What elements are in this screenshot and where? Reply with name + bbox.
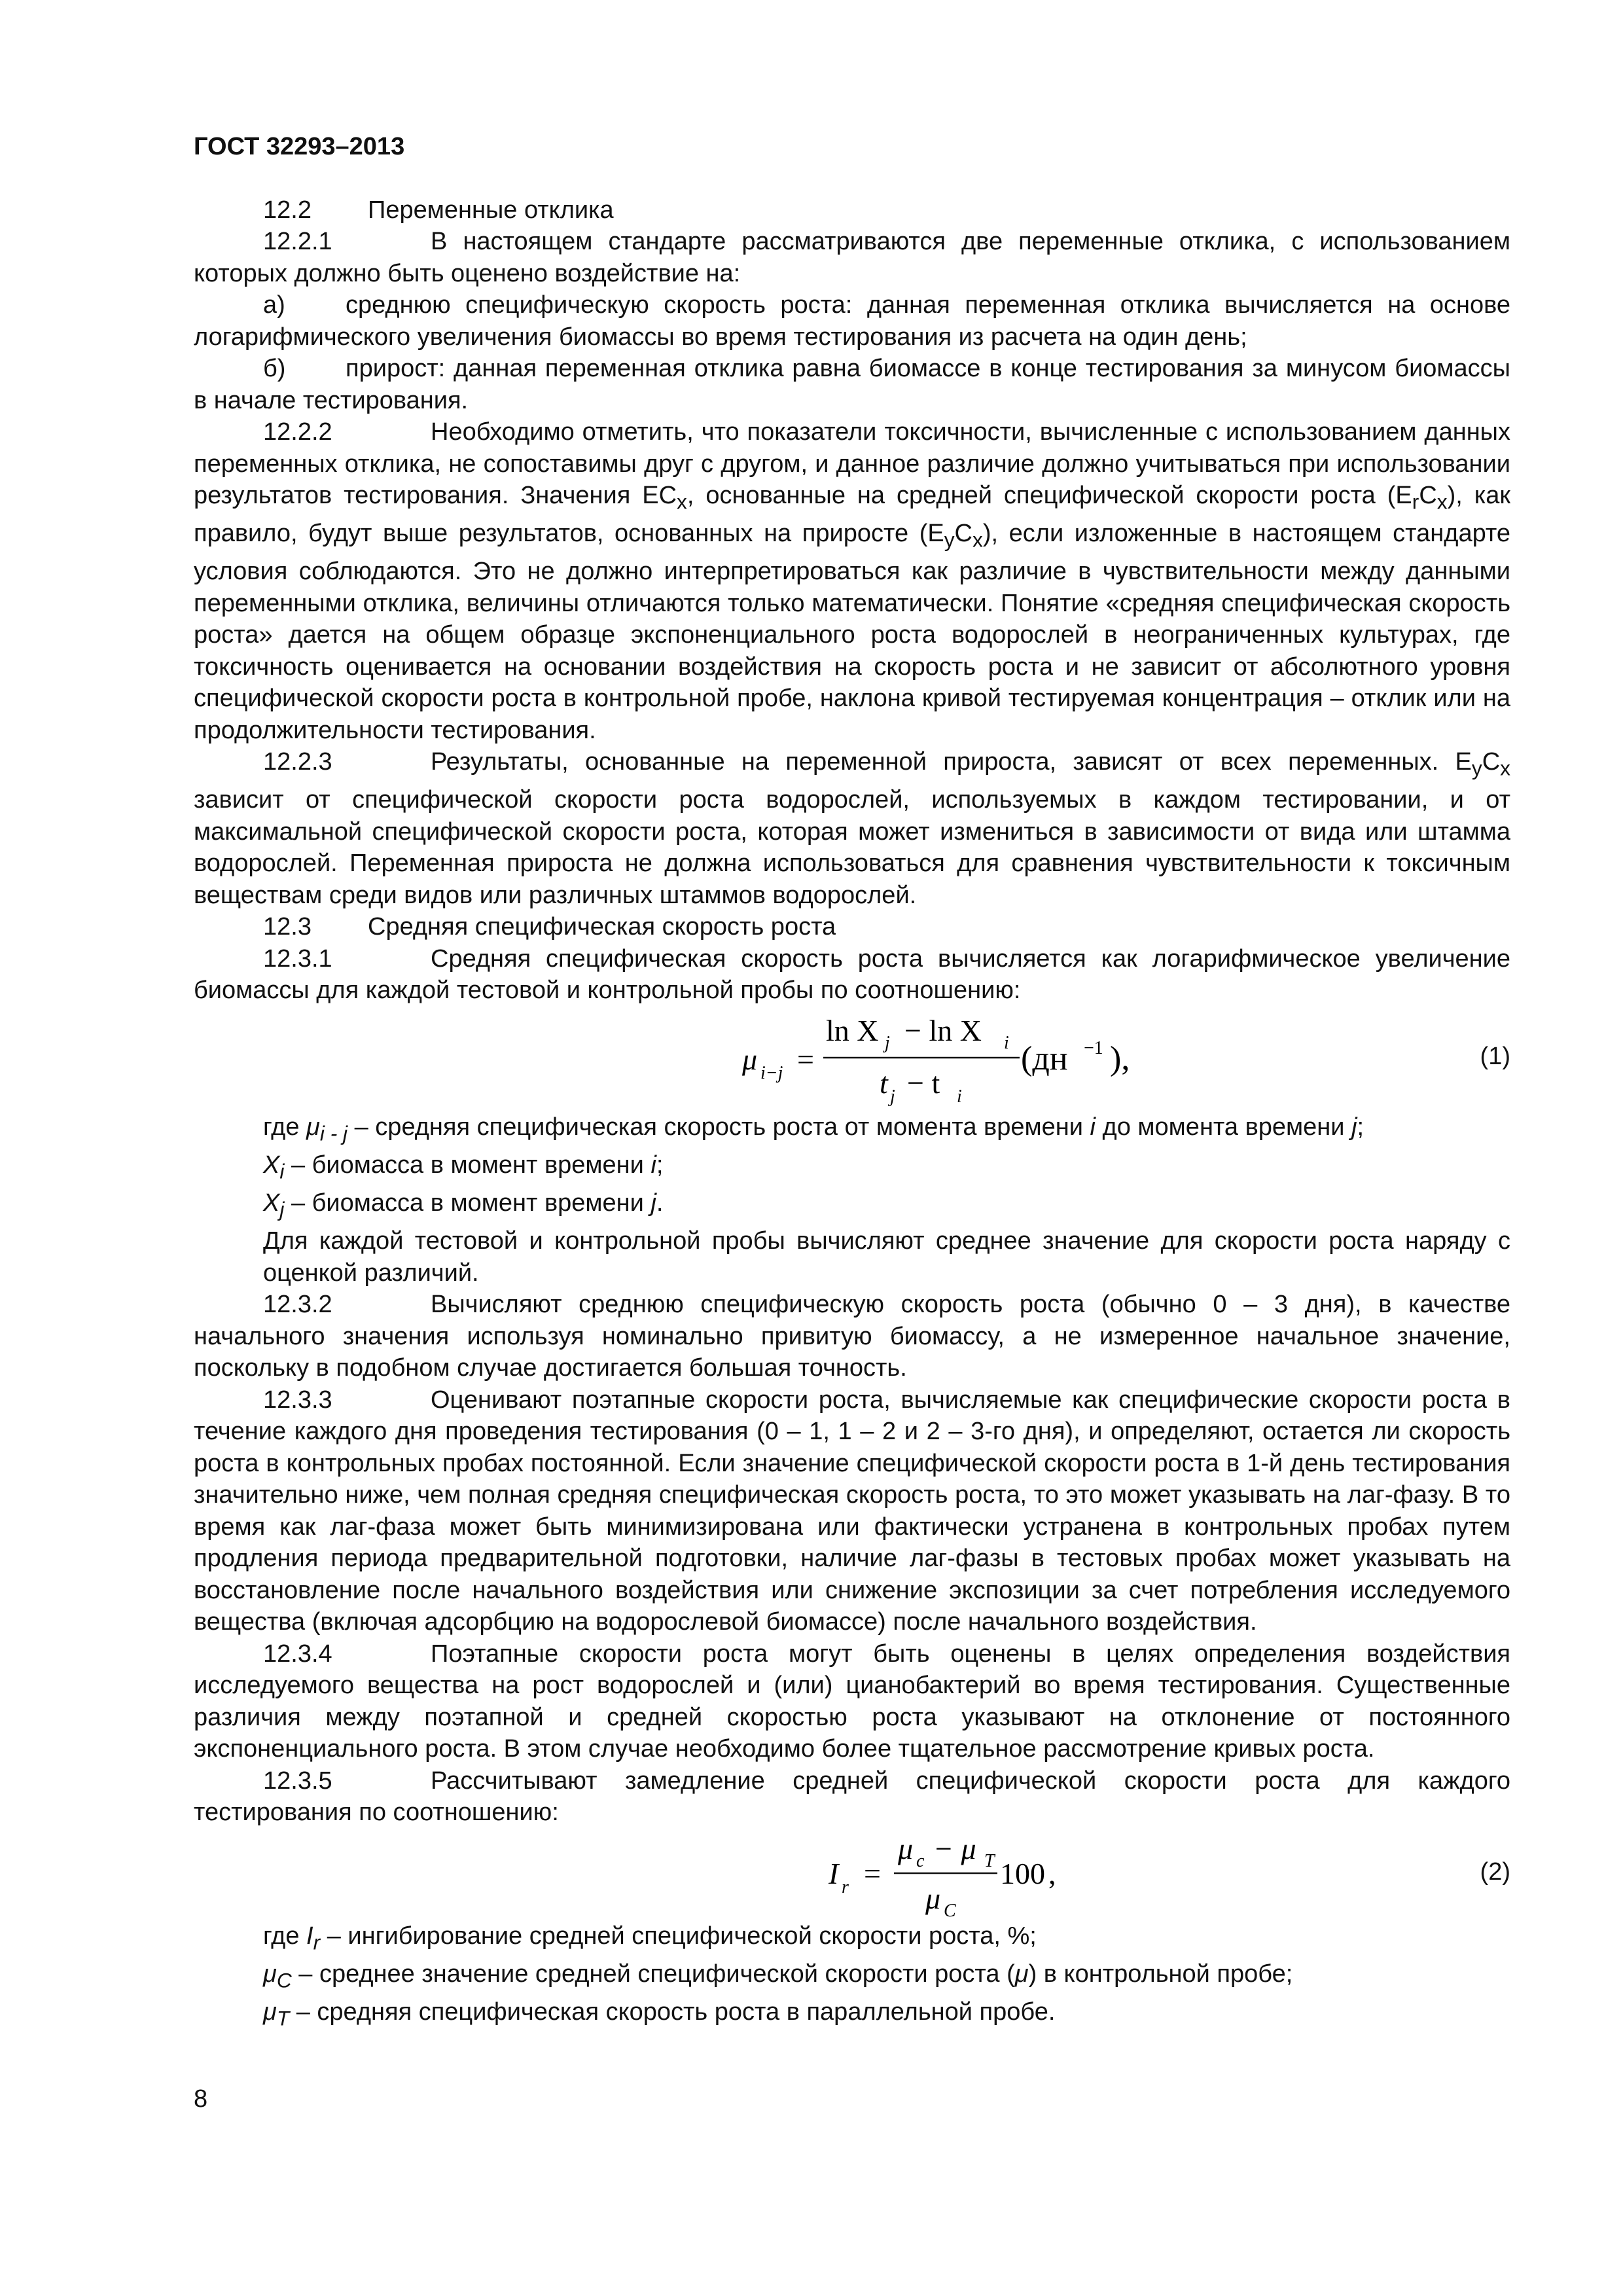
section-number: 12.3.3 bbox=[263, 1386, 332, 1414]
text-run: ) в контрольной пробе; bbox=[1028, 1960, 1293, 1988]
subscript: T bbox=[276, 2006, 290, 2030]
paragraph-12-3-4 bbox=[194, 1638, 1510, 1765]
text-run: где bbox=[263, 1922, 307, 1950]
where-mut bbox=[194, 1996, 1510, 2034]
section-number: 12.2.1 bbox=[263, 228, 332, 255]
text-run: – среднее значение средней специфической скорости роста ( bbox=[291, 1960, 1015, 1988]
formula-num-ln2: − ln X bbox=[904, 1013, 982, 1047]
list-item-text: среднюю специфическую скорость роста: данная переменная отклика вычисляется на основе логарифмического увеличения биомассы во время тестирования из расчета на один день; bbox=[194, 291, 1510, 351]
page-number: 8 bbox=[194, 2085, 208, 2113]
section-title: Средняя специфическая скорость роста bbox=[368, 913, 836, 941]
list-item-a bbox=[194, 289, 1510, 353]
section-number: 12.2.3 bbox=[263, 748, 332, 776]
subscript: C bbox=[276, 1968, 292, 1992]
formula-2 bbox=[194, 1829, 1510, 1920]
symbol: I bbox=[306, 1922, 313, 1950]
formula-num-sub-j: j bbox=[885, 1032, 890, 1053]
paragraph-12-2-1 bbox=[194, 226, 1510, 289]
list-marker: б) bbox=[263, 355, 286, 382]
symbol: j bbox=[651, 1189, 656, 1217]
paragraph-text: Вычисляют среднюю специфическую скорость роста (обычно 0 – 3 дня), в качестве начального значения используя номинально привитую биомассу, а не измеренное начальное значение, поскольку в подобном случае достигается большая точность. bbox=[194, 1291, 1510, 1382]
text-run: ), если изложенные в настоящем стандарте условия соблюдаются. Это не должно интерпретироваться как различие в чувствительности между данными переменными отклика, величины отличаются только математически. Понятие «средняя специфическая скорость роста» дается на общем образце экспоненциального роста водорослей в неограниченных культурах, где токсичность оценивается на основании воздействия на скорость роста и не зависит от абсолютного уровня специфической скорости роста в контрольной пробе, наклона кривой тестируемая концентрация – отклик или на продолжительности тестирования. bbox=[194, 520, 1510, 744]
paragraph-text: В настоящем стандарте рассматриваются две переменные отклика, с использованием которых должно быть оценено воздействие на: bbox=[194, 228, 1510, 287]
paragraph-12-3-5 bbox=[194, 1765, 1510, 1829]
symbol: μ bbox=[263, 1960, 277, 1988]
text-run: ; bbox=[1357, 1113, 1364, 1141]
formula-den-mu: μ bbox=[925, 1881, 941, 1915]
text-run: Необходимо отметить, что показатели токсичности, вычисленные с использованием данных переменных отклика, не сопоставимы друг с другом, и данное различие должно учитываться при использовании результатов тестирования. Значения EC bbox=[194, 418, 1510, 509]
paragraph-12-2-3 bbox=[194, 746, 1510, 911]
subscript: y bbox=[944, 528, 955, 552]
formula-den-sub-i: i bbox=[957, 1086, 962, 1107]
section-title: Переменные отклика bbox=[368, 196, 614, 224]
subscript: j bbox=[279, 1197, 285, 1221]
paragraph-text: Оценивают поэтапные скорости роста, вычисляемые как специфические скорости роста в течение каждого дня проведения тестирования (0 – 1, 1 – 2 и 2 – 3-го дня), и определяют, остается ли скорость роста в контрольных пробах постоянной. Если значение специфической скорости роста в 1-й день тестирования значительно ниже, чем полная средняя специфическая скорость роста, то это может указывать на лаг-фазу. В то время как лаг-фаза может быть минимизирована или фактически устранена в контрольных пробах путем продления периода предварительной подготовки, наличие лаг-фазы в тестовых пробах может указывать на восстановление после начального воздействия или снижение экспозиции за счет потребления исследуемого вещества (включая адсорбцию на водорослевой биомассе) после начального воздействия. bbox=[194, 1386, 1510, 1636]
section-12-3 bbox=[194, 911, 1510, 943]
text-run: – ингибирование средней специфической скорости роста, %; bbox=[320, 1922, 1037, 1950]
document-page bbox=[194, 131, 1510, 2034]
paragraph-text: Поэтапные скорости роста могут быть оценены в целях определения воздействия исследуемого вещества на рост водорослей и (или) цианобактерий во время тестирования. Существенные различия между поэтапной и средней скоростью роста указывают на отклонение от постоянного экспоненциального роста. В этом случае необходимо более тщательное рассмотрение кривых роста. bbox=[194, 1640, 1510, 1763]
where-ir bbox=[194, 1920, 1510, 1958]
formula-den-t2: − t bbox=[907, 1066, 940, 1100]
text-run: . bbox=[656, 1189, 664, 1217]
formula-num-minus: − μ bbox=[933, 1831, 976, 1865]
formula-1 bbox=[194, 1007, 1510, 1111]
equation-number: (2) bbox=[1480, 1857, 1510, 1886]
subscript: r bbox=[313, 1930, 321, 1954]
where-muc bbox=[194, 1958, 1510, 1996]
symbol: μ bbox=[263, 1998, 277, 2026]
symbol: μ bbox=[306, 1113, 320, 1141]
symbol: i bbox=[651, 1151, 656, 1179]
text-run: – биомасса в момент времени bbox=[284, 1189, 651, 1217]
text-run: до момента времени bbox=[1096, 1113, 1352, 1141]
formula-num-mu2-sub: T bbox=[984, 1850, 995, 1871]
text-run: Результаты, основанные на переменной прироста, зависят от всех переменных. E bbox=[431, 748, 1472, 776]
formula-i-sub: r bbox=[842, 1876, 849, 1897]
where-mu bbox=[194, 1111, 1510, 1149]
symbol: i bbox=[1090, 1113, 1096, 1141]
formula-unit-close: ), bbox=[1110, 1039, 1130, 1077]
formula-2-graphic bbox=[194, 1829, 1372, 1920]
formula-num-ln1: ln X bbox=[826, 1013, 879, 1047]
subscript: x bbox=[1436, 490, 1448, 514]
text-run: , основанные на средней специфической скорости роста (E bbox=[687, 482, 1412, 509]
text-run: – биомасса в момент времени bbox=[284, 1151, 651, 1179]
equation-number: (1) bbox=[1480, 1042, 1510, 1070]
where-xj bbox=[194, 1187, 1510, 1225]
text-run: C bbox=[1482, 748, 1501, 776]
text-run: ; bbox=[656, 1151, 664, 1179]
formula-num-sub-i: i bbox=[1004, 1032, 1009, 1053]
document-header: ГОСТ 32293–2013 bbox=[194, 133, 405, 160]
subscript: r bbox=[1412, 490, 1419, 514]
formula-equals: = bbox=[864, 1856, 881, 1890]
subscript: x bbox=[972, 528, 983, 552]
formula-unit-sup: −1 bbox=[1084, 1037, 1103, 1058]
formula-comma: , bbox=[1048, 1856, 1056, 1890]
section-number: 12.2 bbox=[263, 196, 312, 224]
text-run: зависит от специфической скорости роста водорослей, используемых в каждом тестировании, и от максимальной специфической скорости роста, которая может измениться в зависимости от вида или штамма водорослей. Переменная прироста не должна использоваться для сравнения чувствительности к токсичным веществам среди видов или различных штаммов водорослей. bbox=[194, 786, 1510, 909]
subscript: i - j bbox=[319, 1121, 348, 1145]
formula-mu-sub: i−j bbox=[760, 1062, 783, 1083]
paragraph-12-2-2 bbox=[194, 416, 1510, 746]
formula-1-graphic bbox=[194, 1007, 1372, 1111]
symbol: μ bbox=[1014, 1960, 1029, 1988]
text-run: C bbox=[954, 520, 972, 548]
symbol: X bbox=[263, 1189, 280, 1217]
paragraph-12-3-2 bbox=[194, 1289, 1510, 1384]
section-number: 12.3.5 bbox=[263, 1767, 332, 1795]
paragraph-12-3-1 bbox=[194, 943, 1510, 1007]
paragraph-text: Средняя специфическая скорость роста вычисляется как логарифмическое увеличение биомассы для каждой тестовой и контрольной пробы по соотношению: bbox=[194, 944, 1510, 1005]
list-marker: а) bbox=[263, 291, 285, 319]
formula-den-sub-j: j bbox=[890, 1086, 895, 1107]
section-12-2 bbox=[194, 194, 1510, 226]
section-number: 12.3.2 bbox=[263, 1291, 332, 1319]
paragraph-after-formula-1: Для каждой тестовой и контрольной пробы вычисляют среднее значение для скорости роста наряду с оценкой различий. bbox=[263, 1227, 1510, 1287]
section-number: 12.3.1 bbox=[263, 944, 332, 973]
subscript: i bbox=[279, 1159, 285, 1183]
subscript: x bbox=[1500, 756, 1510, 780]
formula-den-t: t bbox=[880, 1066, 888, 1100]
formula-mu: μ bbox=[742, 1042, 758, 1076]
formula-i: I bbox=[829, 1856, 839, 1890]
symbol: j bbox=[1351, 1113, 1357, 1141]
paragraph-text: Рассчитывают замедление средней специфической скорости роста для каждого тестирования по соотношению: bbox=[194, 1767, 1510, 1827]
list-item-text: прирост: данная переменная отклика равна биомассе в конце тестирования за минусом биомассы в начале тестирования. bbox=[194, 355, 1510, 414]
subscript: x bbox=[677, 490, 687, 514]
text-run: – средняя специфическая скорость роста от момента времени bbox=[348, 1113, 1090, 1141]
symbol: X bbox=[263, 1151, 280, 1179]
text-run: – средняя специфическая скорость роста в параллельной пробе. bbox=[289, 1998, 1056, 2026]
section-number: 12.3 bbox=[263, 913, 312, 941]
section-number: 12.3.4 bbox=[263, 1640, 332, 1668]
list-item-b bbox=[194, 353, 1510, 416]
paragraph-12-3-3 bbox=[194, 1384, 1510, 1638]
where-xi bbox=[194, 1149, 1510, 1187]
text-run: ), как правило, будут выше результатов, основанных на приросте (E bbox=[194, 482, 1510, 548]
text-run: где bbox=[263, 1113, 307, 1141]
formula-equals: = bbox=[797, 1042, 814, 1076]
formula-num-mu: μ bbox=[898, 1831, 914, 1865]
text-run: C bbox=[1419, 482, 1437, 509]
section-number: 12.2.2 bbox=[263, 418, 332, 446]
formula-den-mu-sub: C bbox=[944, 1900, 956, 1920]
subscript: y bbox=[1471, 756, 1482, 780]
formula-factor: 100 bbox=[1000, 1856, 1045, 1890]
formula-num-mu-sub: c bbox=[916, 1850, 925, 1871]
formula-unit: (дн bbox=[1021, 1039, 1068, 1077]
